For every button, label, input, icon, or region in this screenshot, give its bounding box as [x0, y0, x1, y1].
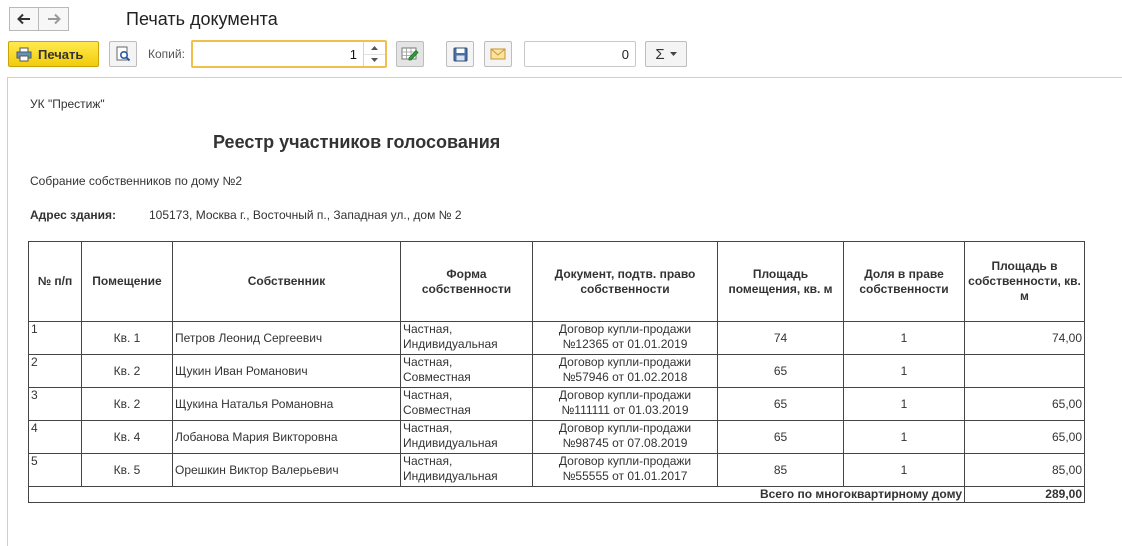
ownership-type: Частная, — [403, 355, 453, 369]
document-number: №98745 от 07.08.2019 — [562, 436, 688, 450]
cell-ownership-form — [401, 421, 533, 454]
save-button[interactable] — [446, 41, 474, 67]
ownership-kind: Индивидуальная — [403, 337, 498, 351]
ownership-type: Частная, — [403, 322, 453, 336]
cell-document — [533, 388, 718, 421]
preview-icon — [115, 46, 131, 62]
table-row — [29, 388, 1085, 421]
document-number: №55555 от 01.01.2017 — [562, 469, 688, 483]
address-label: Адрес здания: — [30, 208, 117, 222]
column-header: Документ, подтв. право собственности — [533, 242, 718, 322]
print-button-label: Печать — [38, 46, 84, 62]
cell-owner: Щукин Иван Романович — [173, 355, 401, 388]
cell-share: 1 — [844, 322, 965, 355]
cell-share: 1 — [844, 355, 965, 388]
preview-button[interactable] — [109, 41, 137, 67]
total-value: 289,00 — [965, 487, 1085, 503]
ownership-type: Частная, — [403, 388, 453, 402]
cell-share: 1 — [844, 421, 965, 454]
forward-button[interactable] — [39, 7, 69, 31]
cell-owned-area — [965, 355, 1085, 388]
cell-room: Кв. 2 — [82, 388, 173, 421]
printer-icon — [16, 47, 32, 62]
cell-document — [533, 421, 718, 454]
cell-owner: Орешкин Виктор Валерьевич — [173, 454, 401, 487]
column-header: Помещение — [82, 242, 173, 322]
table-row — [29, 421, 1085, 454]
ownership-type: Частная, — [403, 421, 453, 435]
arrow-left-icon — [17, 13, 31, 25]
cell-owner: Лобанова Мария Викторовна — [173, 421, 401, 454]
meeting-description: Собрание собственников по дому №2 — [30, 174, 243, 188]
window-title: Печать документа — [126, 9, 278, 29]
toolbar — [0, 40, 1122, 70]
cell-room: Кв. 2 — [82, 355, 173, 388]
cell-document — [533, 454, 718, 487]
cell-ownership-form — [401, 355, 533, 388]
address-value: 105173, Москва г., Восточный п., Западная ул., дом № 2 — [149, 208, 462, 222]
cell-area: 85 — [718, 454, 844, 487]
organization-name: УК "Престиж" — [30, 97, 105, 111]
column-header: Доля в праве собственности — [844, 242, 965, 322]
ownership-kind: Индивидуальная — [403, 436, 498, 450]
cell-number: 4 — [29, 421, 82, 454]
column-header: Площадь в собственности, кв. м — [965, 242, 1085, 322]
cell-owner: Петров Леонид Сергеевич — [173, 322, 401, 355]
chevron-down-icon — [670, 52, 677, 56]
cell-room: Кв. 4 — [82, 421, 173, 454]
table-row — [29, 454, 1085, 487]
column-header: № п/п — [29, 242, 82, 322]
email-button[interactable] — [484, 41, 512, 67]
document-type: Договор купли-продажи — [558, 421, 692, 435]
copies-input[interactable] — [209, 45, 359, 63]
total-label: Всего по многоквартирному дому — [29, 487, 965, 503]
cell-area: 65 — [718, 355, 844, 388]
document-number: №111111 от 01.03.2019 — [561, 403, 689, 417]
cell-owned-area: 65,00 — [965, 421, 1085, 454]
history-nav — [9, 7, 69, 31]
spin-up-button[interactable] — [364, 42, 385, 54]
cell-area: 74 — [718, 322, 844, 355]
sum-dropdown-button[interactable] — [645, 41, 687, 67]
document-type: Договор купли-продажи — [558, 388, 692, 402]
save-icon — [453, 47, 468, 62]
cell-room: Кв. 5 — [82, 454, 173, 487]
column-header: Собственник — [173, 242, 401, 322]
print-button[interactable] — [8, 41, 99, 67]
voters-register-table — [28, 241, 1085, 503]
edit-document-button[interactable] — [396, 41, 424, 67]
table-row — [29, 355, 1085, 388]
table-header-row — [29, 242, 1085, 322]
document-area[interactable] — [7, 77, 1122, 546]
cell-number: 5 — [29, 454, 82, 487]
envelope-icon — [490, 48, 506, 60]
ownership-type: Частная, — [403, 454, 453, 468]
cell-ownership-form — [401, 322, 533, 355]
copies-field[interactable] — [191, 40, 387, 68]
document-number: №57946 от 01.02.2018 — [562, 370, 688, 384]
cell-owned-area: 65,00 — [965, 388, 1085, 421]
edit-document-icon — [401, 46, 419, 62]
cell-ownership-form — [401, 388, 533, 421]
ownership-kind: Совместная — [403, 403, 471, 417]
cell-ownership-form — [401, 454, 533, 487]
chevron-up-icon — [371, 46, 378, 50]
copies-label: Копий: — [148, 47, 185, 61]
cell-room: Кв. 1 — [82, 322, 173, 355]
spin-down-button[interactable] — [364, 54, 385, 67]
sum-value-field[interactable]: 0 — [524, 41, 636, 67]
ownership-kind: Индивидуальная — [403, 469, 498, 483]
total-row — [29, 487, 1085, 503]
cell-owned-area: 85,00 — [965, 454, 1085, 487]
cell-number: 3 — [29, 388, 82, 421]
cell-share: 1 — [844, 388, 965, 421]
cell-number: 2 — [29, 355, 82, 388]
ownership-kind: Совместная — [403, 370, 471, 384]
document-type: Договор купли-продажи — [558, 322, 692, 336]
document-type: Договор купли-продажи — [558, 355, 692, 369]
chevron-down-icon — [371, 58, 378, 62]
cell-document — [533, 322, 718, 355]
column-header: Форма собственности — [401, 242, 533, 322]
document-title: Реестр участников голосования — [213, 132, 501, 152]
back-button[interactable] — [9, 7, 39, 31]
arrow-right-icon — [47, 13, 61, 25]
document-type: Договор купли-продажи — [558, 454, 692, 468]
document-number: №12365 от 01.01.2019 — [562, 337, 688, 351]
cell-number: 1 — [29, 322, 82, 355]
cell-owner: Щукина Наталья Романовна — [173, 388, 401, 421]
table-row — [29, 322, 1085, 355]
cell-area: 65 — [718, 421, 844, 454]
cell-share: 1 — [844, 454, 965, 487]
sum-icon: Σ — [655, 45, 665, 63]
column-header: Площадь помещения, кв. м — [718, 242, 844, 322]
copies-spinner — [363, 42, 385, 66]
cell-area: 65 — [718, 388, 844, 421]
cell-document — [533, 355, 718, 388]
cell-owned-area: 74,00 — [965, 322, 1085, 355]
